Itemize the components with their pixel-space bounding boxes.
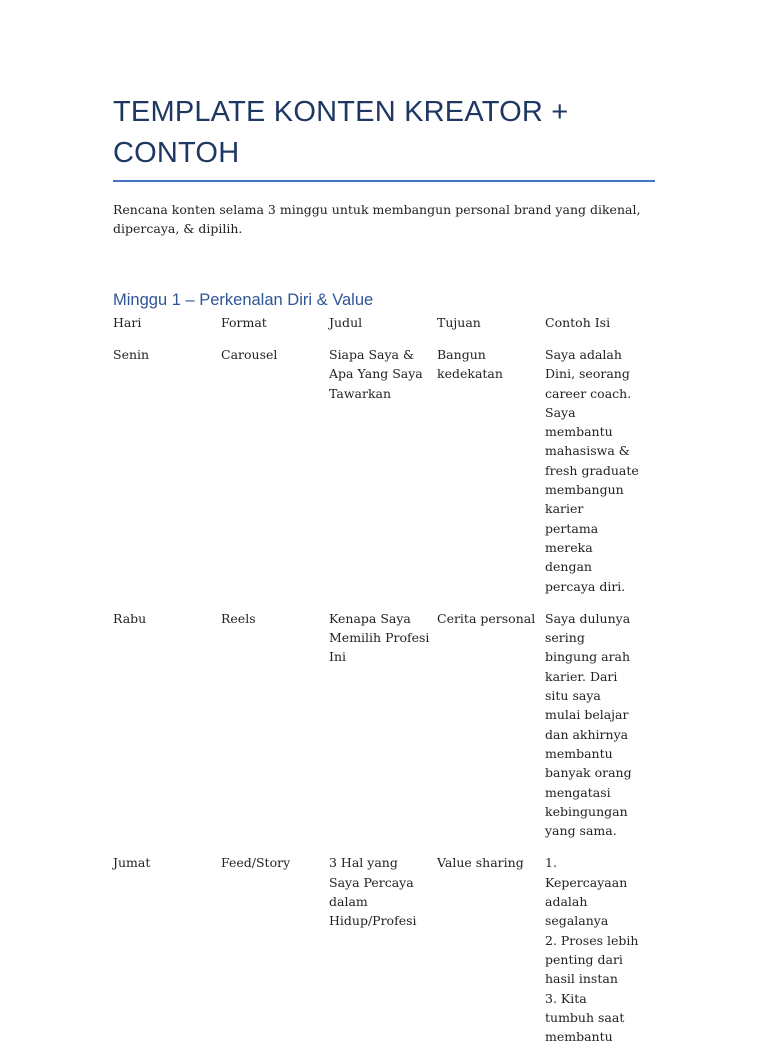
cell-hari	[113, 345, 221, 609]
column-header-contoh-isi: Contoh Isi	[545, 315, 611, 330]
intro-paragraph: Rencana konten selama 3 minggu untuk membangun personal brand yang dikenal, dipercaya, & dipilih.	[113, 202, 641, 236]
cell-hari-text: Senin	[113, 347, 150, 362]
table-row	[113, 853, 645, 1059]
cell-tujuan-text: Bangun kedekatan	[437, 347, 503, 382]
title-divider	[113, 180, 655, 182]
table-row	[113, 345, 645, 609]
cell-format	[221, 609, 329, 854]
cell-contoh-isi	[545, 345, 645, 609]
cell-judul	[329, 345, 437, 609]
cell-judul-text: 3 Hal yang Saya Percaya dalam Hidup/Profesi	[329, 855, 417, 929]
cell-judul-text: Siapa Saya & Apa Yang Saya Tawarkan	[329, 347, 423, 401]
cell-contoh-isi	[545, 853, 645, 1059]
header-row	[113, 313, 645, 345]
cell-tujuan-text: Value sharing	[437, 855, 524, 871]
document-title: TEMPLATE KONTEN KREATOR + CONTOH	[113, 96, 569, 169]
cell-tujuan-text: Cerita personal	[437, 610, 536, 626]
column-header-judul: Judul	[329, 315, 363, 330]
cell-judul	[329, 609, 437, 854]
cell-contoh-isi-text: Saya dulunya sering bingung arah karier. Dari situ saya mulai belajar dan akhirnya membantu banyak orang mengatasi kebingungan yang sama.	[545, 610, 632, 839]
cell-contoh-isi-text: Saya adalah Dini, seorang career coach. Saya membantu mahasiswa & fresh graduate membangun karier pertama mereka dengan percaya diri.	[545, 347, 639, 594]
cell-format-text: Feed/Story	[221, 855, 291, 871]
table-body	[113, 345, 645, 1059]
table-header	[113, 313, 645, 345]
section-heading: Minggu 1 – Perkenalan Diri & Value	[113, 291, 374, 309]
column-header-tujuan: Tujuan	[437, 315, 481, 330]
cell-format-text: Carousel	[221, 347, 278, 362]
cell-format	[221, 345, 329, 609]
cell-contoh-isi-text: 1. Kepercayaan adalah segalanya 2. Proses lebih penting dari hasil instan 3. Kita tumbuh saat membantu	[545, 855, 639, 1045]
content-plan-table	[113, 313, 645, 1059]
cell-hari-text: Rabu	[113, 610, 147, 626]
cell-contoh-isi	[545, 609, 645, 854]
table-row	[113, 609, 645, 854]
cell-hari	[113, 853, 221, 1059]
cell-format	[221, 853, 329, 1059]
cell-tujuan	[437, 345, 545, 609]
cell-tujuan	[437, 609, 545, 854]
cell-judul	[329, 853, 437, 1059]
cell-hari	[113, 609, 221, 854]
cell-format-text: Reels	[221, 610, 256, 626]
cell-hari-text: Jumat	[113, 855, 151, 871]
cell-tujuan	[437, 853, 545, 1059]
column-header-format: Format	[221, 315, 267, 330]
column-header-hari: Hari	[113, 315, 142, 330]
cell-judul-text: Kenapa Saya Memilih Profesi Ini	[329, 610, 430, 665]
